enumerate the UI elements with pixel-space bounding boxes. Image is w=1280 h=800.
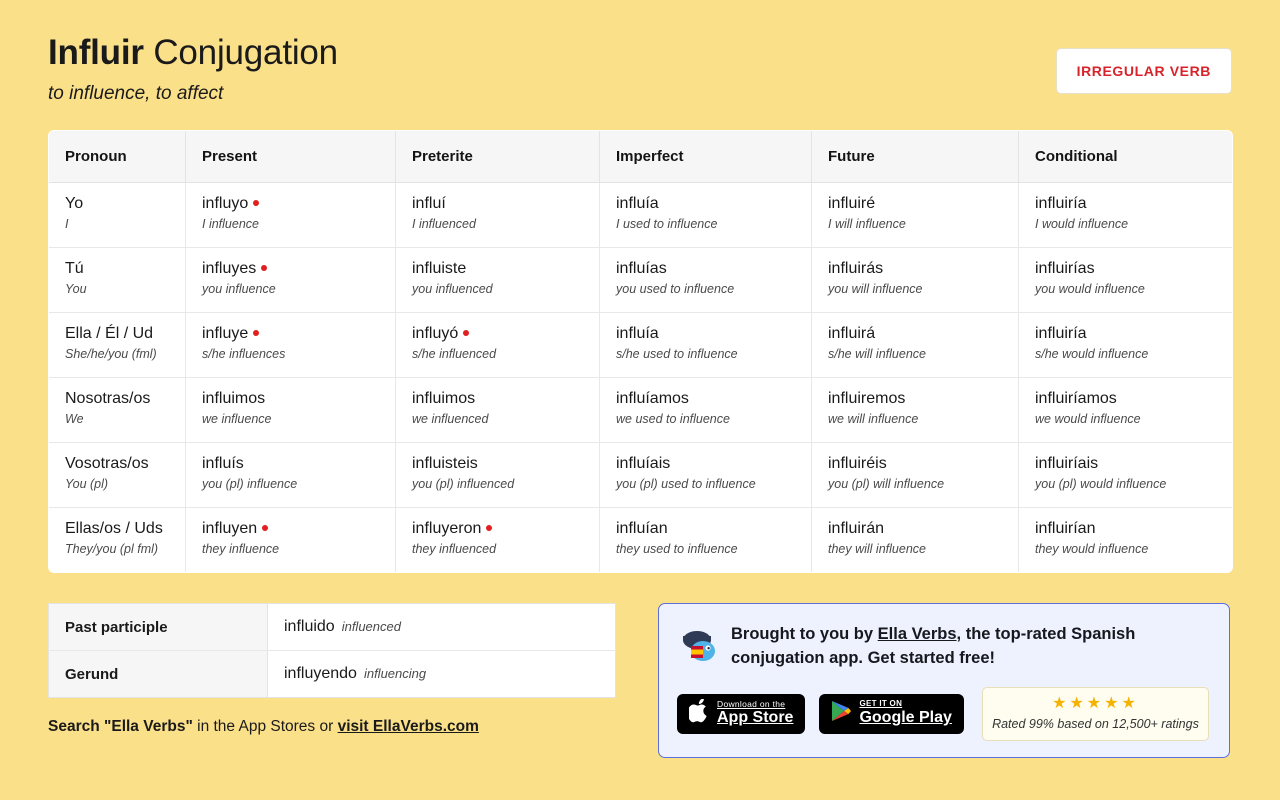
pronoun-text: Nosotras/os — [65, 390, 151, 407]
conjugation-translation: you (pl) influence — [202, 477, 298, 491]
conjugation-form: influiría — [1035, 195, 1087, 212]
pronoun-translation: We — [65, 412, 84, 426]
google-play-subtitle: GET IT ON — [859, 699, 903, 709]
verb-translation: to influence, to affect — [48, 82, 224, 104]
pronoun-translation: They/you (pl fml) — [65, 542, 159, 556]
google-play-button[interactable] — [819, 694, 963, 734]
search-prompt-lead: Search "Ella Verbs" — [48, 718, 193, 735]
conjugation-translation: they influence — [202, 542, 280, 556]
conjugation-translation: you (pl) influenced — [412, 477, 515, 491]
promo-text — [731, 622, 1209, 671]
conjugation-cell — [600, 378, 812, 443]
conjugation-form: influyo — [202, 195, 249, 212]
conjugation-cell — [396, 508, 600, 573]
promo-bottom-row — [677, 687, 1209, 741]
column-header-conditional: Conditional — [1019, 131, 1233, 183]
conjugation-cell — [1019, 313, 1233, 378]
conjugation-translation: they will influence — [828, 542, 926, 556]
conjugation-cell — [812, 508, 1019, 573]
conjugation-translation: they influenced — [412, 542, 497, 556]
gerund-label: Gerund — [49, 651, 268, 698]
conjugation-cell — [600, 508, 812, 573]
conjugation-translation: you (pl) used to influence — [616, 477, 756, 491]
app-store-subtitle: Download on the — [717, 698, 786, 709]
conjugation-cell — [186, 378, 396, 443]
conjugation-translation: I would influence — [1035, 217, 1129, 231]
conjugation-cell — [812, 183, 1019, 248]
conjugation-form: influías — [616, 260, 667, 277]
conjugation-form: influyen — [202, 520, 258, 537]
conjugation-cell — [600, 313, 812, 378]
conjugation-translation: we will influence — [828, 412, 919, 426]
conjugation-translation: you will influence — [828, 282, 923, 296]
conjugation-cell — [396, 248, 600, 313]
google-play-title: Google Play — [859, 709, 952, 727]
conjugation-cell — [812, 443, 1019, 508]
table-row — [49, 508, 1233, 573]
pronoun-cell — [49, 183, 186, 248]
conjugation-cell — [186, 248, 396, 313]
conjugation-form: influiríamos — [1035, 390, 1117, 407]
app-store-button[interactable] — [677, 694, 805, 734]
promo-text-after: , the top-rated Spanish conjugation app. Get started free! — [731, 625, 1136, 667]
gerund-form: influyendo — [284, 665, 357, 682]
rating-text: Rated 99% based on 12,500+ ratings — [992, 717, 1199, 732]
conjugation-form: influíais — [616, 455, 671, 472]
column-header-future: Future — [812, 131, 1019, 183]
page-title-suffix: Conjugation — [143, 33, 338, 72]
pronoun-cell — [49, 443, 186, 508]
conjugation-form: influiré — [828, 195, 876, 212]
pronoun-text: Ellas/os / Uds — [65, 520, 163, 537]
conjugation-form: influirás — [828, 260, 884, 277]
conjugation-cell — [396, 183, 600, 248]
column-header-imperfect: Imperfect — [600, 131, 812, 183]
conjugation-cell — [1019, 183, 1233, 248]
google-play-icon — [831, 700, 851, 727]
conjugation-translation: we would influence — [1035, 412, 1141, 426]
past-participle-value — [268, 604, 616, 651]
pronoun-translation: You — [65, 282, 87, 296]
conjugation-form: influyes — [202, 260, 257, 277]
table-row — [49, 651, 616, 698]
conjugation-form: influí — [412, 195, 446, 212]
pronoun-cell — [49, 378, 186, 443]
conjugation-cell — [1019, 508, 1233, 573]
conjugation-translation: I used to influence — [616, 217, 718, 231]
past-participle-form: influido — [284, 618, 335, 635]
pronoun-text: Yo — [65, 195, 84, 212]
page-title — [48, 34, 1232, 73]
conjugation-cell — [812, 248, 1019, 313]
pronoun-text: Vosotras/os — [65, 455, 149, 472]
page-header — [48, 34, 1232, 130]
conjugation-form: influís — [202, 455, 244, 472]
column-header-preterite: Preterite — [396, 131, 600, 183]
column-header-present: Present — [186, 131, 396, 183]
conjugation-form: influían — [616, 520, 668, 537]
irregular-dot-icon — [253, 200, 259, 206]
irregular-dot-icon — [253, 330, 259, 336]
conjugation-cell — [186, 183, 396, 248]
conjugation-translation: I will influence — [828, 217, 906, 231]
search-prompt-mid: in the App Stores or — [192, 718, 338, 735]
conjugation-translation: you would influence — [1035, 282, 1145, 296]
conjugation-translation: we influenced — [412, 412, 489, 426]
conjugation-cell — [1019, 378, 1233, 443]
conjugation-cell — [600, 248, 812, 313]
table-header-row — [49, 131, 1233, 183]
conjugation-translation: s/he would influence — [1035, 347, 1149, 361]
conjugation-cell — [812, 313, 1019, 378]
conjugation-cell — [1019, 443, 1233, 508]
conjugation-translation: s/he used to influence — [616, 347, 738, 361]
conjugation-form: influiríais — [1035, 455, 1099, 472]
irregular-dot-icon — [463, 330, 469, 336]
promo-top-row — [677, 622, 1209, 671]
status-badge: IRREGULAR VERB — [1056, 48, 1232, 94]
promo-text-before: Brought to you by — [731, 625, 878, 643]
conjugation-form: influimos — [412, 390, 476, 407]
pronoun-text: Ella / Él / Ud — [65, 325, 154, 342]
rating-box — [982, 687, 1209, 741]
conjugation-translation: s/he will influence — [828, 347, 926, 361]
app-store-title: App Store — [717, 709, 794, 727]
table-row — [49, 443, 1233, 508]
conjugation-form: influiría — [1035, 325, 1087, 342]
conjugation-translation: I influenced — [412, 217, 476, 231]
conjugation-form: influiste — [412, 260, 467, 277]
irregular-dot-icon — [486, 525, 492, 531]
conjugation-translation: we influence — [202, 412, 272, 426]
conjugation-table — [48, 130, 1233, 573]
conjugation-translation: they used to influence — [616, 542, 738, 556]
conjugation-cell — [396, 443, 600, 508]
pronoun-translation: I — [65, 217, 69, 231]
app-logo-icon — [677, 624, 719, 666]
conjugation-translation: we used to influence — [616, 412, 730, 426]
conjugation-cell — [186, 443, 396, 508]
conjugation-cell — [186, 508, 396, 573]
bottom-section — [48, 603, 1232, 758]
pronoun-translation: You (pl) — [65, 477, 109, 491]
conjugation-form: influirían — [1035, 520, 1096, 537]
conjugation-form: influisteis — [412, 455, 478, 472]
conjugation-cell — [1019, 248, 1233, 313]
column-header-pronoun: Pronoun — [49, 131, 186, 183]
pronoun-cell — [49, 508, 186, 573]
irregular-dot-icon — [262, 525, 268, 531]
conjugation-cell — [600, 183, 812, 248]
search-prompt — [48, 718, 616, 736]
conjugation-form: influiremos — [828, 390, 906, 407]
conjugation-translation: you used to influence — [616, 282, 735, 296]
conjugation-translation: you (pl) will influence — [828, 477, 945, 491]
irregular-dot-icon — [261, 265, 267, 271]
past-participle-label: Past participle — [49, 604, 268, 651]
table-row — [49, 248, 1233, 313]
conjugation-cell — [812, 378, 1019, 443]
conjugation-cell — [396, 378, 600, 443]
conjugation-cell — [600, 443, 812, 508]
apple-icon — [689, 699, 709, 728]
conjugation-form: influirán — [828, 520, 885, 537]
conjugation-form: influye — [202, 325, 249, 342]
conjugation-form: influimos — [202, 390, 266, 407]
conjugation-translation: you influenced — [412, 282, 493, 296]
table-row — [49, 378, 1233, 443]
conjugation-translation: you influence — [202, 282, 276, 296]
conjugation-form: influyó — [412, 325, 459, 342]
promo-banner — [658, 603, 1230, 758]
gerund-value — [268, 651, 616, 698]
nonfinite-forms-table — [48, 603, 616, 698]
pronoun-cell — [49, 313, 186, 378]
conjugation-form: influirías — [1035, 260, 1095, 277]
conjugation-translation: they would influence — [1035, 542, 1149, 556]
conjugation-translation: s/he influences — [202, 347, 286, 361]
conjugation-form: influiréis — [828, 455, 887, 472]
conjugation-form: influíamos — [616, 390, 689, 407]
star-rating-icon: ★★★★★ — [1052, 695, 1139, 713]
conjugation-translation: s/he influenced — [412, 347, 497, 361]
conjugation-cell — [396, 313, 600, 378]
conjugation-form: influyeron — [412, 520, 482, 537]
table-row — [49, 313, 1233, 378]
ellaverbs-website-link[interactable]: visit EllaVerbs.com — [337, 718, 479, 735]
gerund-translation: influencing — [363, 666, 427, 681]
pronoun-cell — [49, 248, 186, 313]
conjugation-form: influirá — [828, 325, 876, 342]
table-row — [49, 604, 616, 651]
conjugation-form: influía — [616, 195, 659, 212]
pronoun-text: Tú — [65, 260, 84, 277]
table-row — [49, 183, 1233, 248]
ella-verbs-link[interactable]: Ella Verbs — [877, 625, 957, 643]
pronoun-translation: She/he/you (fml) — [65, 347, 157, 361]
conjugation-translation: I influence — [202, 217, 259, 231]
conjugation-translation: you (pl) would influence — [1035, 477, 1167, 491]
verb-name: Influir — [48, 33, 144, 72]
conjugation-form: influía — [616, 325, 659, 342]
conjugation-cell — [186, 313, 396, 378]
nonfinite-forms-section — [48, 603, 616, 758]
past-participle-translation: influenced — [341, 619, 401, 634]
